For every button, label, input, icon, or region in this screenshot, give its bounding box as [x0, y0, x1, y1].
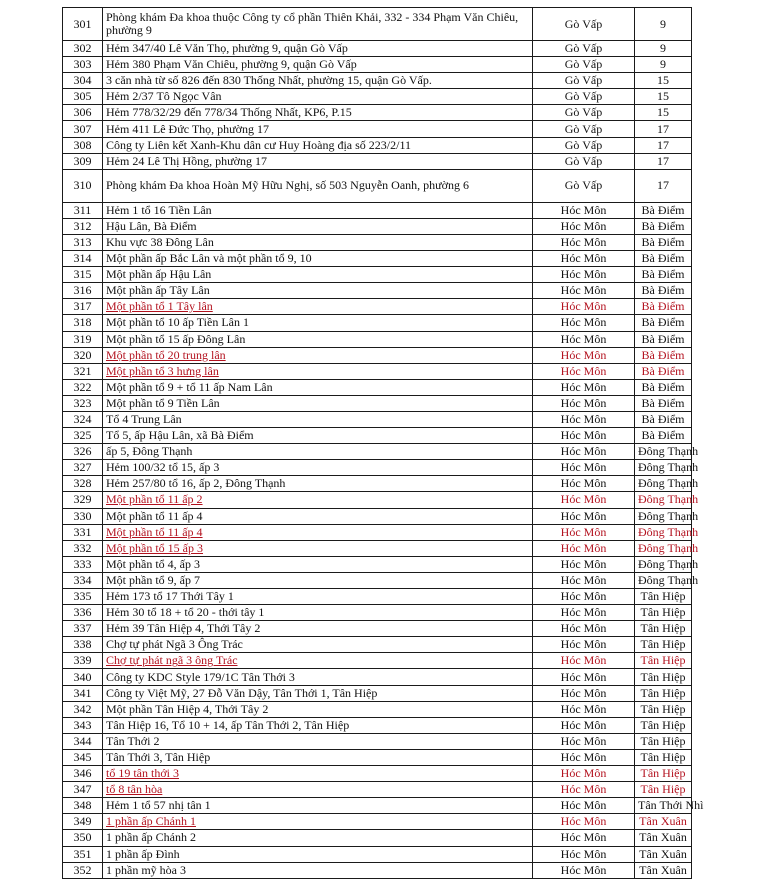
row-number: 317	[63, 299, 103, 315]
row-address: Một phần Tân Hiệp 4, Thới Tây 2	[103, 701, 533, 717]
table-row	[63, 701, 692, 717]
table-row	[63, 572, 692, 588]
row-district: Hóc Môn	[533, 331, 635, 347]
row-number: 330	[63, 508, 103, 524]
address-table	[62, 7, 704, 879]
row-address: Hẻm 30 tổ 18 + tổ 20 - thới tây 1	[103, 605, 533, 621]
row-ward: Đông Thạnh	[635, 524, 692, 540]
row-ward: Tân Hiệp	[635, 782, 692, 798]
row-number: 347	[63, 782, 103, 798]
table-row	[63, 202, 692, 218]
row-number: 338	[63, 637, 103, 653]
row-district: Gò Vấp	[533, 169, 635, 202]
row-number: 316	[63, 283, 103, 299]
table-row	[63, 428, 692, 444]
row-number: 301	[63, 8, 103, 41]
row-ward: Đông Thạnh	[635, 572, 692, 588]
row-ward: Bà Điểm	[635, 363, 692, 379]
row-address: tổ 8 tân hòa	[103, 782, 533, 798]
row-district: Hóc Môn	[533, 572, 635, 588]
row-number: 350	[63, 830, 103, 846]
table-row	[63, 73, 692, 89]
row-address: Một phần tổ 4, ấp 3	[103, 556, 533, 572]
row-district: Hóc Môn	[533, 460, 635, 476]
row-ward: 17	[635, 153, 692, 169]
table-row	[63, 766, 692, 782]
row-district: Hóc Môn	[533, 653, 635, 669]
row-district: Gò Vấp	[533, 41, 635, 57]
row-district: Hóc Môn	[533, 766, 635, 782]
row-district: Gò Vấp	[533, 89, 635, 105]
row-district: Gò Vấp	[533, 105, 635, 121]
row-address: ấp 5, Đông Thạnh	[103, 444, 533, 460]
table-row	[63, 315, 692, 331]
table-row	[63, 814, 692, 830]
row-ward: Bà Điểm	[635, 331, 692, 347]
row-address: Công ty KDC Style 179/1C Tân Thới 3	[103, 669, 533, 685]
table-row	[63, 685, 692, 701]
row-ward: Tân Hiệp	[635, 653, 692, 669]
row-number: 326	[63, 444, 103, 460]
row-number: 337	[63, 621, 103, 637]
table-row	[63, 556, 692, 572]
row-number: 351	[63, 846, 103, 862]
table-row	[63, 234, 692, 250]
row-ward: Bà Điểm	[635, 347, 692, 363]
table-row	[63, 41, 692, 57]
row-ward: Tân Thới Nhì	[635, 798, 692, 814]
row-number: 320	[63, 347, 103, 363]
row-ward: Bà Điểm	[635, 283, 692, 299]
row-district: Hóc Môn	[533, 782, 635, 798]
row-ward: Bà Điểm	[635, 251, 692, 267]
table-row	[63, 299, 692, 315]
row-ward: Bà Điểm	[635, 234, 692, 250]
row-number: 310	[63, 169, 103, 202]
row-district: Hóc Môn	[533, 814, 635, 830]
row-address: Hẻm 347/40 Lê Văn Thọ, phường 9, quận Gò Vấp	[103, 41, 533, 57]
table-row	[63, 379, 692, 395]
row-number: 334	[63, 572, 103, 588]
row-number: 333	[63, 556, 103, 572]
row-number: 324	[63, 411, 103, 427]
row-ward: Tân Xuân	[635, 862, 692, 878]
table-row	[63, 492, 692, 508]
table-row	[63, 411, 692, 427]
table-row	[63, 169, 692, 202]
row-ward: Tân Hiệp	[635, 621, 692, 637]
row-address: Chợ tự phát Ngã 3 Ông Trác	[103, 637, 533, 653]
row-ward: Tân Hiệp	[635, 589, 692, 605]
table-row	[63, 460, 692, 476]
row-district: Hóc Môn	[533, 411, 635, 427]
row-number: 309	[63, 153, 103, 169]
row-district: Hóc Môn	[533, 830, 635, 846]
row-address: Một phần tổ 15 ấp 3	[103, 540, 533, 556]
row-ward: Tân Xuân	[635, 830, 692, 846]
table-row	[63, 749, 692, 765]
table-row	[63, 89, 692, 105]
row-ward: Đông Thạnh	[635, 460, 692, 476]
row-number: 305	[63, 89, 103, 105]
row-number: 322	[63, 379, 103, 395]
row-ward: Bà Điểm	[635, 202, 692, 218]
row-number: 341	[63, 685, 103, 701]
table-row	[63, 283, 692, 299]
row-address: Chợ tự phát ngã 3 ông Trác	[103, 653, 533, 669]
row-district: Hóc Môn	[533, 862, 635, 878]
row-number: 331	[63, 524, 103, 540]
row-district: Hóc Môn	[533, 589, 635, 605]
table-row	[63, 57, 692, 73]
row-ward: Đông Thạnh	[635, 556, 692, 572]
table-row	[63, 137, 692, 153]
row-ward: Tân Xuân	[635, 846, 692, 862]
row-district: Hóc Môn	[533, 508, 635, 524]
row-number: 336	[63, 605, 103, 621]
row-district: Hóc Môn	[533, 669, 635, 685]
table-row	[63, 733, 692, 749]
row-ward: Đông Thạnh	[635, 476, 692, 492]
row-address: Tân Thới 3, Tân Hiệp	[103, 749, 533, 765]
row-number: 312	[63, 218, 103, 234]
row-number: 325	[63, 428, 103, 444]
row-ward: Tân Hiệp	[635, 605, 692, 621]
row-number: 321	[63, 363, 103, 379]
row-district: Hóc Môn	[533, 299, 635, 315]
table-row	[63, 717, 692, 733]
row-number: 323	[63, 395, 103, 411]
row-address: Một phần tổ 11 ấp 4	[103, 524, 533, 540]
row-number: 313	[63, 234, 103, 250]
row-address: Tổ 4 Trung Lân	[103, 411, 533, 427]
row-district: Hóc Môn	[533, 218, 635, 234]
row-ward: Tân Hiệp	[635, 766, 692, 782]
row-ward: 15	[635, 89, 692, 105]
row-address: 1 phần ấp Chánh 2	[103, 830, 533, 846]
row-district: Hóc Môn	[533, 701, 635, 717]
row-address: Một phần tổ 20 trung lân	[103, 347, 533, 363]
table-row	[63, 347, 692, 363]
row-number: 344	[63, 733, 103, 749]
row-ward: 15	[635, 105, 692, 121]
row-district: Gò Vấp	[533, 153, 635, 169]
table-row	[63, 121, 692, 137]
row-district: Gò Vấp	[533, 121, 635, 137]
row-district: Gò Vấp	[533, 8, 635, 41]
row-address: Một phần ấp Hậu Lân	[103, 267, 533, 283]
row-address: 1 phần ấp Đình	[103, 846, 533, 862]
row-number: 339	[63, 653, 103, 669]
row-ward: Tân Hiệp	[635, 733, 692, 749]
row-ward: 17	[635, 137, 692, 153]
row-address: Công ty Việt Mỹ, 27 Đỗ Văn Dậy, Tân Thới 1, Tân Hiệp	[103, 685, 533, 701]
row-ward: Bà Điểm	[635, 395, 692, 411]
row-district: Hóc Môn	[533, 283, 635, 299]
row-number: 348	[63, 798, 103, 814]
document-page	[62, 7, 704, 879]
row-district: Hóc Môn	[533, 428, 635, 444]
table-row	[63, 8, 692, 41]
table-row	[63, 153, 692, 169]
table-row	[63, 105, 692, 121]
row-number: 335	[63, 589, 103, 605]
row-address: Một phần tổ 9 + tổ 11 ấp Nam Lân	[103, 379, 533, 395]
row-address: Một phần tổ 11 ấp 2	[103, 492, 533, 508]
table-row	[63, 621, 692, 637]
row-ward: Tân Hiệp	[635, 685, 692, 701]
table-row	[63, 782, 692, 798]
table-row	[63, 846, 692, 862]
row-ward: Đông Thạnh	[635, 508, 692, 524]
row-number: 307	[63, 121, 103, 137]
row-number: 332	[63, 540, 103, 556]
row-district: Hóc Môn	[533, 444, 635, 460]
table-row	[63, 605, 692, 621]
row-district: Gò Vấp	[533, 57, 635, 73]
row-address: Hẻm 1 tổ 16 Tiền Lân	[103, 202, 533, 218]
row-address: Tân Thới 2	[103, 733, 533, 749]
row-district: Hóc Môn	[533, 540, 635, 556]
table-row	[63, 669, 692, 685]
row-number: 327	[63, 460, 103, 476]
table-row	[63, 540, 692, 556]
row-ward: 9	[635, 41, 692, 57]
row-number: 311	[63, 202, 103, 218]
row-ward: Tân Hiệp	[635, 717, 692, 733]
row-number: 343	[63, 717, 103, 733]
row-district: Hóc Môn	[533, 363, 635, 379]
row-address: tổ 19 tân thới 3	[103, 766, 533, 782]
table-row	[63, 653, 692, 669]
row-district: Hóc Môn	[533, 315, 635, 331]
row-address: Hẻm 100/32 tổ 15, ấp 3	[103, 460, 533, 476]
row-ward: Tân Hiệp	[635, 669, 692, 685]
row-ward: 17	[635, 121, 692, 137]
table-row	[63, 830, 692, 846]
row-address: Một phần ấp Tây Lân	[103, 283, 533, 299]
row-address: Một phần tổ 1 Tây lân	[103, 299, 533, 315]
table-row	[63, 524, 692, 540]
table-row	[63, 331, 692, 347]
row-ward: Đông Thạnh	[635, 492, 692, 508]
row-address: Một phần tổ 9, ấp 7	[103, 572, 533, 588]
table-row	[63, 444, 692, 460]
row-district: Hóc Môn	[533, 685, 635, 701]
row-district: Gò Vấp	[533, 137, 635, 153]
row-ward: Bà Điểm	[635, 218, 692, 234]
row-address: Khu vực 38 Đông Lân	[103, 234, 533, 250]
table-row	[63, 218, 692, 234]
row-number: 304	[63, 73, 103, 89]
row-address: Một phần tổ 10 ấp Tiền Lân 1	[103, 315, 533, 331]
row-address: Một phần tổ 11 ấp 4	[103, 508, 533, 524]
row-ward: Tân Hiệp	[635, 749, 692, 765]
row-ward: Bà Điểm	[635, 315, 692, 331]
row-ward: Tân Hiệp	[635, 637, 692, 653]
row-address: 3 căn nhà từ số 826 đến 830 Thống Nhất, phường 15, quận Gò Vấp.	[103, 73, 533, 89]
row-address: 1 phần mỹ hòa 3	[103, 862, 533, 878]
row-address: Một phần tổ 3 hưng lân	[103, 363, 533, 379]
row-district: Hóc Môn	[533, 492, 635, 508]
table-row	[63, 476, 692, 492]
row-address: Hẻm 173 tổ 17 Thới Tây 1	[103, 589, 533, 605]
row-ward: Đông Thạnh	[635, 444, 692, 460]
row-district: Hóc Môn	[533, 605, 635, 621]
row-number: 345	[63, 749, 103, 765]
row-address: Hẻm 411 Lê Đức Thọ, phường 17	[103, 121, 533, 137]
row-number: 318	[63, 315, 103, 331]
row-ward: Tân Hiệp	[635, 701, 692, 717]
table-row	[63, 798, 692, 814]
row-number: 315	[63, 267, 103, 283]
row-number: 306	[63, 105, 103, 121]
row-ward: Đông Thạnh	[635, 540, 692, 556]
row-address: Một phần tổ 9 Tiền Lân	[103, 395, 533, 411]
row-address: Một phần ấp Bắc Lân và một phần tổ 9, 10	[103, 251, 533, 267]
row-ward: 17	[635, 169, 692, 202]
row-number: 349	[63, 814, 103, 830]
row-district: Hóc Môn	[533, 379, 635, 395]
row-district: Hóc Môn	[533, 251, 635, 267]
row-address: 1 phần ấp Chánh 1	[103, 814, 533, 830]
row-ward: Bà Điểm	[635, 411, 692, 427]
row-district: Gò Vấp	[533, 73, 635, 89]
row-district: Hóc Môn	[533, 846, 635, 862]
row-number: 302	[63, 41, 103, 57]
table-row	[63, 589, 692, 605]
row-number: 346	[63, 766, 103, 782]
row-district: Hóc Môn	[533, 267, 635, 283]
row-ward: 15	[635, 73, 692, 89]
row-address: Hẻm 39 Tân Hiệp 4, Thới Tây 2	[103, 621, 533, 637]
row-number: 329	[63, 492, 103, 508]
row-ward: Tân Xuân	[635, 814, 692, 830]
table-row	[63, 267, 692, 283]
row-ward: Bà Điểm	[635, 299, 692, 315]
row-district: Hóc Môn	[533, 717, 635, 733]
row-district: Hóc Môn	[533, 524, 635, 540]
row-number: 328	[63, 476, 103, 492]
row-address: Tổ 5, ấp Hậu Lân, xã Bà Điểm	[103, 428, 533, 444]
row-address: Hẻm 778/32/29 đến 778/34 Thống Nhất, KP6, P.15	[103, 105, 533, 121]
row-ward: 9	[635, 57, 692, 73]
table-row	[63, 637, 692, 653]
row-address: Công ty Liên kết Xanh-Khu dân cư Huy Hoàng địa số 223/2/11	[103, 137, 533, 153]
table-row	[63, 251, 692, 267]
row-district: Hóc Môn	[533, 476, 635, 492]
table-row	[63, 508, 692, 524]
row-number: 303	[63, 57, 103, 73]
row-number: 340	[63, 669, 103, 685]
row-number: 342	[63, 701, 103, 717]
row-address: Hẻm 1 tổ 57 nhị tân 1	[103, 798, 533, 814]
row-address: Hậu Lân, Bà Điểm	[103, 218, 533, 234]
row-address: Hẻm 24 Lê Thị Hồng, phường 17	[103, 153, 533, 169]
row-address: Một phần tổ 15 ấp Đông Lân	[103, 331, 533, 347]
row-ward: Bà Điểm	[635, 267, 692, 283]
table-body	[63, 8, 704, 879]
table-row	[63, 363, 692, 379]
row-address: Hẻm 380 Phạm Văn Chiêu, phường 9, quận Gò Vấp	[103, 57, 533, 73]
row-number: 314	[63, 251, 103, 267]
row-district: Hóc Môn	[533, 749, 635, 765]
row-ward: Bà Điểm	[635, 379, 692, 395]
row-district: Hóc Môn	[533, 556, 635, 572]
table-row	[63, 395, 692, 411]
table-row	[63, 862, 692, 878]
row-district: Hóc Môn	[533, 347, 635, 363]
row-address: Tân Hiệp 16, Tổ 10 + 14, ấp Tân Thới 2, Tân Hiệp	[103, 717, 533, 733]
row-district: Hóc Môn	[533, 395, 635, 411]
row-district: Hóc Môn	[533, 637, 635, 653]
row-address: Phòng khám Đa khoa thuộc Công ty cổ phần Thiên Khải, 332 - 334 Phạm Văn Chiêu, phường 9	[103, 8, 533, 41]
row-number: 319	[63, 331, 103, 347]
row-number: 308	[63, 137, 103, 153]
row-address: Phòng khám Đa khoa Hoàn Mỹ Hữu Nghị, số 503 Nguyễn Oanh, phường 6	[103, 169, 533, 202]
row-district: Hóc Môn	[533, 202, 635, 218]
row-ward: Bà Điểm	[635, 428, 692, 444]
row-district: Hóc Môn	[533, 733, 635, 749]
row-address: Hẻm 2/37 Tô Ngọc Vân	[103, 89, 533, 105]
row-district: Hóc Môn	[533, 798, 635, 814]
row-district: Hóc Môn	[533, 621, 635, 637]
row-address: Hẻm 257/80 tổ 16, ấp 2, Đông Thạnh	[103, 476, 533, 492]
row-number: 352	[63, 862, 103, 878]
row-district: Hóc Môn	[533, 234, 635, 250]
row-ward: 9	[635, 8, 692, 41]
